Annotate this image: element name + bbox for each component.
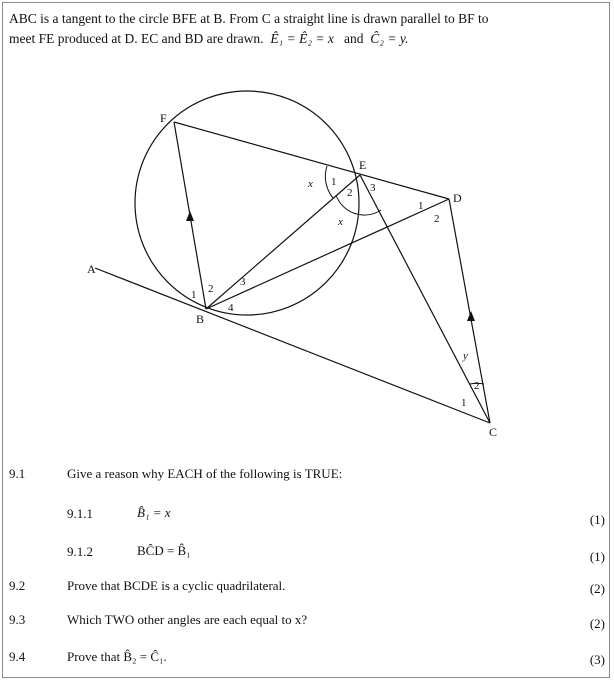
- angle-label-c1: 1: [461, 397, 467, 409]
- question-number-9-1: 9.1: [9, 466, 26, 481]
- line-ec: [360, 175, 490, 423]
- angle-label-b3: 3: [240, 276, 246, 288]
- geometry-diagram: [3, 3, 609, 453]
- circle-bfe: [135, 91, 359, 315]
- angle-label-x-e2: x: [338, 216, 343, 228]
- line-dc: [449, 199, 490, 423]
- angle-label-d1: 1: [418, 200, 424, 212]
- line-bd: [206, 199, 449, 309]
- point-c: C: [489, 425, 498, 439]
- intro-math-e: Ê₁ = Ê₂ = x: [270, 31, 334, 46]
- angle-label-b4: 4: [228, 302, 234, 314]
- line-be: [206, 175, 360, 309]
- angle-label-x-e1: x: [308, 178, 313, 190]
- question-number-9-4: 9.4: [9, 649, 26, 664]
- question-page: [2, 2, 610, 678]
- question-number-9-2: 9.2: [9, 578, 26, 593]
- angle-label-b1: 1: [191, 289, 197, 301]
- parallel-arrow-fb: [186, 211, 194, 221]
- angle-label-b2: 2: [208, 283, 214, 295]
- angle-label-e2: 2: [347, 187, 353, 199]
- intro-and: and: [344, 31, 364, 46]
- angle-label-e3: 3: [370, 182, 376, 194]
- intro-math-c: Ĉ₂ = y.: [370, 31, 409, 46]
- point-e: E: [359, 158, 367, 172]
- point-a: A: [87, 262, 96, 276]
- question-text-9-3: Which TWO other angles are each equal to x?: [67, 612, 308, 627]
- question-number-9-3: 9.3: [9, 612, 26, 627]
- question-number-9-1-1: 9.1.1: [67, 506, 93, 521]
- angle-label-d2: 2: [434, 213, 440, 225]
- question-number-9-1-2: 9.1.2: [67, 544, 93, 559]
- point-f: F: [160, 111, 167, 125]
- angle-label-e1: 1: [331, 176, 337, 188]
- question-marks-9-3: (2): [589, 616, 605, 631]
- question-marks-9-2: (2): [589, 581, 605, 596]
- tangent-line-abc: [95, 268, 490, 423]
- point-d: D: [453, 191, 462, 205]
- question-text-9-1: Give a reason why EACH of the following is TRUE:: [67, 466, 343, 481]
- question-marks-9-1-1: (1): [589, 512, 605, 527]
- question-marks-9-1-2: (1): [589, 549, 605, 564]
- angle-label-c2: 2: [474, 380, 480, 392]
- parallel-arrow-dc: [467, 311, 475, 321]
- angle-label-y: y: [463, 350, 468, 362]
- question-marks-9-4: (3): [589, 652, 605, 667]
- point-b: B: [196, 312, 205, 326]
- question-text-9-1-1: B̂₁ = x: [137, 505, 171, 520]
- intro-line-1: ABC is a tangent to the circle BFE at B. From C a straight line is drawn parallel to BF to: [9, 11, 489, 26]
- question-text-9-1-2: BĈD = B̂₁: [137, 543, 191, 558]
- intro-line-2-text: meet FE produced at D. EC and BD are drawn.: [9, 31, 264, 46]
- question-text-9-4: Prove that B̂₂ = Ĉ₁.: [67, 649, 167, 664]
- question-text-9-2: Prove that BCDE is a cyclic quadrilateral.: [67, 578, 286, 593]
